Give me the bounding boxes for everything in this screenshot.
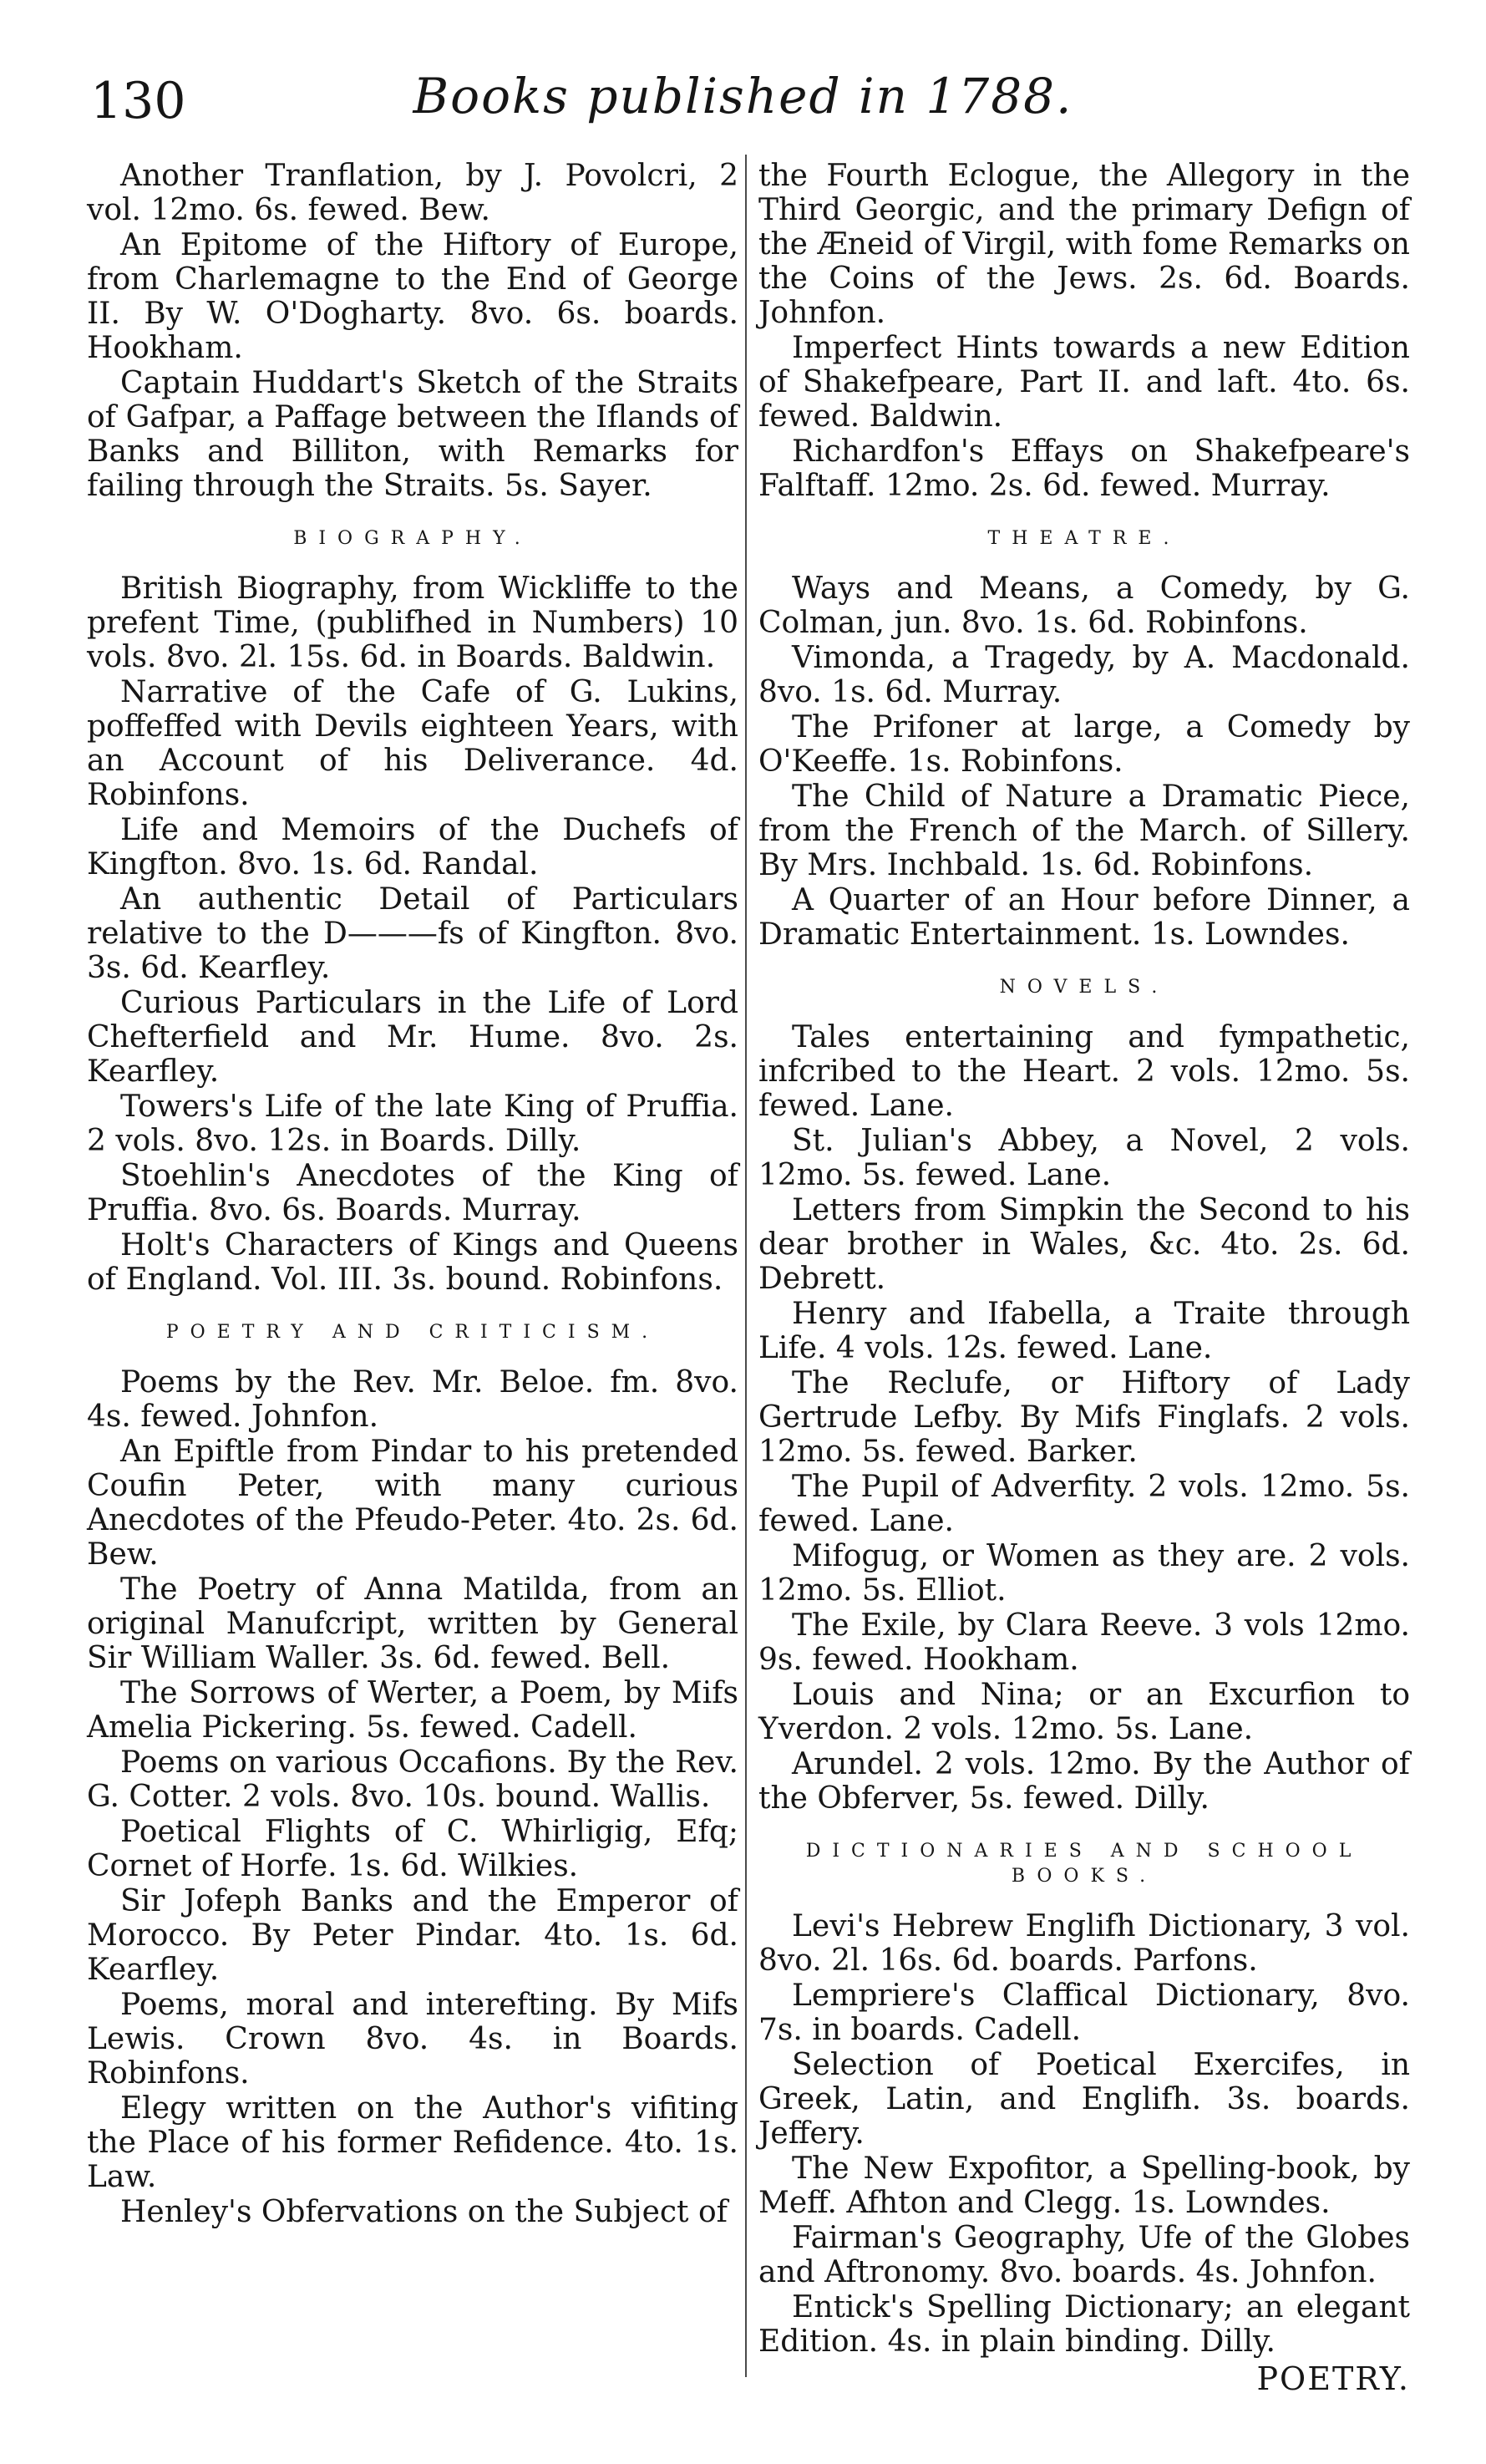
book-entry: Louis and Nina; or an Excurfion to Yverdon. 2 vols. 12mo. 5s. Lane.	[758, 1678, 1410, 1746]
book-entry: Selection of Poetical Exercifes, in Greek, Latin, and Englifh. 3s. boards. Jeffery.	[758, 2048, 1410, 2151]
book-entry: Henley's Obfervations on the Subject of	[120, 2195, 728, 2229]
book-entry: Levi's Hebrew Englifh Dictionary, 3 vol. 8vo. 2l. 16s. 6d. boards. Parfons.	[758, 1909, 1410, 1978]
book-entry: Another Tranflation, by J. Povolcri, 2 vol. 12mo. 6s. fewed. Bew.	[87, 159, 738, 227]
running-title: Books published in 1788.	[413, 68, 1073, 124]
book-entry: Curious Particulars in the Life of Lord Chefterfield and Mr. Hume. 8vo. 2s. Kearfley.	[87, 986, 738, 1089]
book-entry: Poems by the Rev. Mr. Beloe. fm. 8vo. 4s. fewed. Johnfon.	[87, 1365, 738, 1434]
book-entry: Fairman's Geography, Ufe of the Globes and Aftronomy. 8vo. boards. 4s. Johnfon.	[758, 2221, 1410, 2289]
book-entry: Stoehlin's Anecdotes of the King of Pruffia. 8vo. 6s. Boards. Murray.	[87, 1159, 738, 1227]
page-number: 130	[90, 72, 186, 130]
book-entry: Captain Huddart's Sketch of the Straits of Gafpar, a Paffage between the Iflands of Banks and Billiton, with Remarks for failing through the Straits. 5s. Sayer.	[87, 366, 738, 503]
book-entry: Arundel. 2 vols. 12mo. By the Author of the Obferver, 5s. fewed. Dilly.	[758, 1747, 1410, 1816]
right-column	[758, 159, 1410, 2396]
book-entry: An Epiftle from Pindar to his pretended Coufin Peter, with many curious Anecdotes of the Pfeudo-Peter. 4to. 2s. 6d. Bew.	[87, 1435, 738, 1572]
catchword: POETRY.	[1256, 2360, 1410, 2397]
book-entry: Imperfect Hints towards a new Edition of Shakefpeare, Part II. and laft. 4to. 6s. fewed. Baldwin.	[758, 331, 1410, 434]
book-entry: Narrative of the Cafe of G. Lukins, poffeffed with Devils eighteen Years, with an Account of his Deliverance. 4d. Robinfons.	[87, 675, 738, 812]
book-entry: The Poetry of Anna Matilda, from an original Manufcript, written by General Sir William Waller. 3s. 6d. fewed. Bell.	[87, 1572, 738, 1675]
book-entry: An authentic Detail of Particulars relative to the D———fs of Kingfton. 8vo. 3s. 6d. Kearfley.	[87, 882, 738, 985]
left-column	[87, 159, 738, 2230]
book-entry: Holt's Characters of Kings and Queens of England. Vol. III. 3s. bound. Robinfons.	[87, 1228, 738, 1297]
page-header	[0, 0, 1486, 130]
book-entry: Richardfon's Effays on Shakefpeare's Falftaff. 12mo. 2s. 6d. fewed. Murray.	[758, 434, 1410, 503]
section-heading: DICTIONARIES AND SCHOOL BOOKS.	[805, 1841, 1363, 1887]
book-entry: An Epitome of the Hiftory of Europe, from Charlemagne to the End of George II. By W. O'Dogharty. 8vo. 6s. boards. Hookham.	[87, 228, 738, 365]
book-entry: The Prifoner at large, a Comedy by O'Keeffe. 1s. Robinfons.	[758, 710, 1410, 779]
book-entry: The Pupil of Adverfity. 2 vols. 12mo. 5s. fewed. Lane.	[758, 1470, 1410, 1538]
book-entry: Poetical Flights of C. Whirligig, Efq; Cornet of Horfe. 1s. 6d. Wilkies.	[87, 1815, 738, 1883]
column-divider	[745, 155, 747, 2377]
book-entry: Lempriere's Claffical Dictionary, 8vo. 7s. in boards. Cadell.	[758, 1979, 1410, 2047]
book-entry: St. Julian's Abbey, a Novel, 2 vols. 12mo. 5s. fewed. Lane.	[758, 1124, 1410, 1192]
book-entry: The Reclufe, or Hiftory of Lady Gertrude Lefby. By Mifs Finglafs. 2 vols. 12mo. 5s. fewed. Barker.	[758, 1366, 1410, 1469]
book-entry: The Exile, by Clara Reeve. 3 vols 12mo. 9s. fewed. Hookham.	[758, 1608, 1410, 1677]
section-heading: POETRY AND CRITICISM.	[165, 1322, 660, 1343]
book-entry: Sir Jofeph Banks and the Emperor of Morocco. By Peter Pindar. 4to. 1s. 6d. Kearfley.	[87, 1884, 738, 1987]
book-entry: The Sorrows of Werter, a Poem, by Mifs Amelia Pickering. 5s. fewed. Cadell.	[87, 1676, 738, 1745]
book-entry: Vimonda, a Tragedy, by A. Macdonald. 8vo. 1s. 6d. Murray.	[758, 641, 1410, 709]
book-entry: the Fourth Eclogue, the Allegory in the Third Georgic, and the primary Defign of the Æneid of Virgil, with fome Remarks on the Coins of the Jews. 2s. 6d. Boards. Johnfon.	[758, 159, 1410, 330]
book-entry: A Quarter of an Hour before Dinner, a Dramatic Entertainment. 1s. Lowndes.	[758, 883, 1410, 952]
book-entry: Mifogug, or Women as they are. 2 vols. 12mo. 5s. Elliot.	[758, 1539, 1410, 1608]
book-entry: Poems on various Occafions. By the Rev. G. Cotter. 2 vols. 8vo. 10s. bound. Wallis.	[87, 1745, 738, 1814]
book-entry: Towers's Life of the late King of Pruffia. 2 vols. 8vo. 12s. in Boards. Dilly.	[87, 1090, 738, 1158]
book-entry: British Biography, from Wickliffe to the prefent Time, (publifhed in Numbers) 10 vols. 8vo. 2l. 15s. 6d. in Boards. Baldwin.	[87, 572, 738, 674]
book-entry: Entick's Spelling Dictionary; an elegant Edition. 4s. in plain binding. Dilly.	[758, 2290, 1410, 2359]
book-entry: Ways and Means, a Comedy, by G. Colman, jun. 8vo. 1s. 6d. Robinfons.	[758, 572, 1410, 640]
book-entry: Elegy written on the Author's vifiting the Place of his former Refidence. 4to. 1s. Law.	[87, 2091, 738, 2194]
book-entry: Tales entertaining and fympathetic, infcribed to the Heart. 2 vols. 12mo. 5s. fewed. Lane.	[758, 1020, 1410, 1123]
book-entry: The New Expofitor, a Spelling-book, by Meff. Afhton and Clegg. 1s. Lowndes.	[758, 2152, 1410, 2220]
book-entry: Poems, moral and interefting. By Mifs Lewis. Crown 8vo. 4s. in Boards. Robinfons.	[87, 1988, 738, 2091]
section-heading: BIOGRAPHY.	[293, 528, 532, 549]
book-entry: Life and Memoirs of the Duchefs of Kingfton. 8vo. 1s. 6d. Randal.	[87, 813, 738, 881]
book-entry: Henry and Ifabella, a Traite through Life. 4 vols. 12s. fewed. Lane.	[758, 1297, 1410, 1365]
book-entry: Letters from Simpkin the Second to his dear brother in Wales, &c. 4to. 2s. 6d. Debrett.	[758, 1193, 1410, 1296]
section-heading: NOVELS.	[999, 977, 1169, 998]
book-entry: The Child of Nature a Dramatic Piece, from the French of the March. of Sillery. By Mrs. Inchbald. 1s. 6d. Robinfons.	[758, 780, 1410, 882]
section-heading: THEATRE.	[987, 528, 1181, 549]
